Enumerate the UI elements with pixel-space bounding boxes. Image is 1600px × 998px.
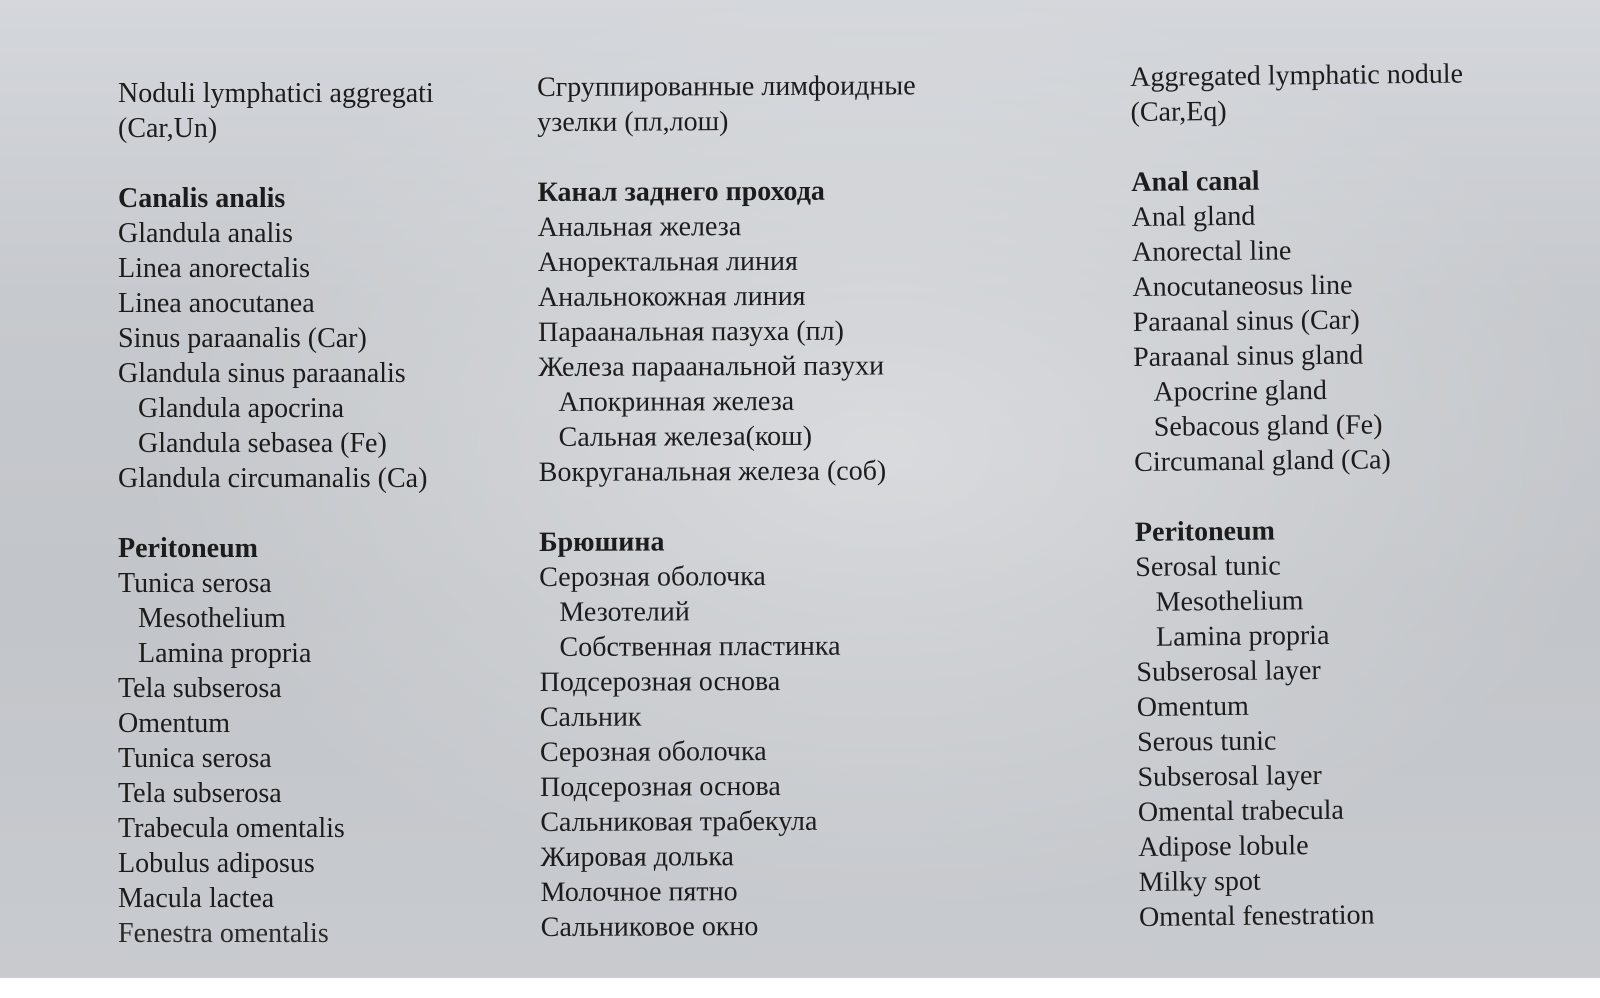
russian-term: Аноректальная линия <box>537 245 798 278</box>
russian-anal-block <box>537 173 1098 490</box>
latin-term: Lamina propria <box>138 638 312 669</box>
latin-anal-block <box>118 181 538 496</box>
english-term: Paraanal sinus (Car) <box>1132 304 1360 338</box>
russian-aggregated-line: Сгруппированные лимфоидные <box>537 70 916 103</box>
english-aggregated-line: (Car,Eq) <box>1130 95 1227 128</box>
latin-term: Glandula sebasea (Fe) <box>138 428 387 459</box>
latin-term: Omentum <box>118 708 230 739</box>
english-term: Anocutaneosus line <box>1132 269 1353 303</box>
english-term: Lamina propria <box>1155 619 1330 653</box>
russian-term: Подсерозная основа <box>540 770 781 803</box>
english-anal-block <box>1131 160 1574 480</box>
english-term: Subserosal layer <box>1136 655 1321 688</box>
latin-aggregated-line: Noduli lymphatici aggregati <box>118 78 434 109</box>
russian-term: Вокруганальная железа (соб) <box>538 455 887 488</box>
latin-column <box>118 76 538 951</box>
russian-term: Параанальная пазуха (пл) <box>538 315 844 348</box>
russian-term: Сальниковое окно <box>540 911 759 943</box>
latin-term: Glandula apocrina <box>138 393 345 424</box>
english-term: Adipose lobule <box>1138 830 1309 863</box>
russian-term: Серозная оболочка <box>539 561 766 593</box>
english-column <box>1130 55 1579 935</box>
english-term: Mesothelium <box>1155 585 1304 618</box>
english-term: Omentum <box>1136 690 1249 723</box>
latin-term: Tela subserosa <box>118 778 282 809</box>
russian-peritoneum-block <box>539 523 1101 945</box>
latin-term: Macula lactea <box>118 883 275 914</box>
latin-term: Linea anocutanea <box>118 288 315 319</box>
latin-aggregated-block <box>118 76 538 146</box>
english-anal-heading: Anal canal <box>1131 165 1260 198</box>
english-term: Omental trabecula <box>1137 794 1345 828</box>
russian-term: Собственная пластинка <box>559 630 841 663</box>
russian-term: Молочное пятно <box>540 876 738 908</box>
english-peritoneum-block <box>1135 510 1579 935</box>
russian-term: Подсерозная основа <box>539 665 781 698</box>
latin-term: Lobulus adiposus <box>118 848 315 879</box>
english-term: Milky spot <box>1138 865 1261 898</box>
latin-term: Tunica serosa <box>118 743 272 774</box>
english-term: Paraanal sinus gland <box>1132 339 1364 373</box>
latin-term: Tela subserosa <box>118 673 282 704</box>
latin-term: Fenestra omentalis <box>118 918 329 949</box>
english-peritoneum-heading: Peritoneum <box>1134 515 1276 548</box>
latin-peritoneum-block <box>118 531 538 951</box>
russian-column <box>537 68 1101 945</box>
latin-term: Tunica serosa <box>118 568 272 599</box>
latin-term: Glandula analis <box>118 218 293 249</box>
latin-term: Sinus paraanalis (Car) <box>118 323 367 354</box>
latin-peritoneum-heading: Peritoneum <box>118 533 258 564</box>
english-term: Anorectal line <box>1131 235 1292 268</box>
russian-term: Жировая долька <box>540 841 734 873</box>
latin-anal-heading: Canalis analis <box>118 183 286 214</box>
english-term: Subserosal layer <box>1137 760 1322 793</box>
latin-term: Mesothelium <box>138 603 286 634</box>
russian-term: Серозная оболочка <box>539 736 767 768</box>
latin-term: Glandula circumanalis (Ca) <box>118 463 428 494</box>
russian-term: Мезотелий <box>559 596 690 628</box>
english-aggregated-line: Aggregated lymphatic nodule <box>1130 58 1464 93</box>
russian-term: Анальная железа <box>537 211 742 243</box>
russian-term: Сальная железа(кош) <box>558 420 813 453</box>
russian-term: Сальник <box>539 701 642 733</box>
english-term: Sebacous gland (Fe) <box>1153 409 1383 443</box>
english-term: Serosal tunic <box>1135 550 1281 583</box>
russian-aggregated-block <box>537 68 1097 140</box>
russian-peritoneum-heading: Брюшина <box>538 526 665 558</box>
latin-aggregated-line: (Car,Un) <box>118 113 218 144</box>
russian-term: Анальнокожная линия <box>537 280 806 313</box>
english-term: Omental fenestration <box>1138 899 1375 933</box>
english-aggregated-block <box>1130 55 1571 130</box>
russian-term: Железа параанальной пазухи <box>538 350 885 383</box>
russian-aggregated-line: узелки (пл,лош) <box>537 106 729 138</box>
english-term: Anal gland <box>1131 200 1256 233</box>
english-term: Circumanal gland (Ca) <box>1134 444 1391 478</box>
english-term: Apocrine gland <box>1153 374 1328 408</box>
english-term: Serous tunic <box>1136 725 1277 758</box>
latin-term: Linea anorectalis <box>118 253 311 284</box>
latin-term: Trabecula omentalis <box>118 813 345 844</box>
russian-term: Апокринная железа <box>558 385 795 418</box>
latin-term: Glandula sinus paraanalis <box>118 358 406 389</box>
russian-term: Сальниковая трабекула <box>540 805 818 838</box>
russian-anal-heading: Канал заднего прохода <box>537 175 825 208</box>
